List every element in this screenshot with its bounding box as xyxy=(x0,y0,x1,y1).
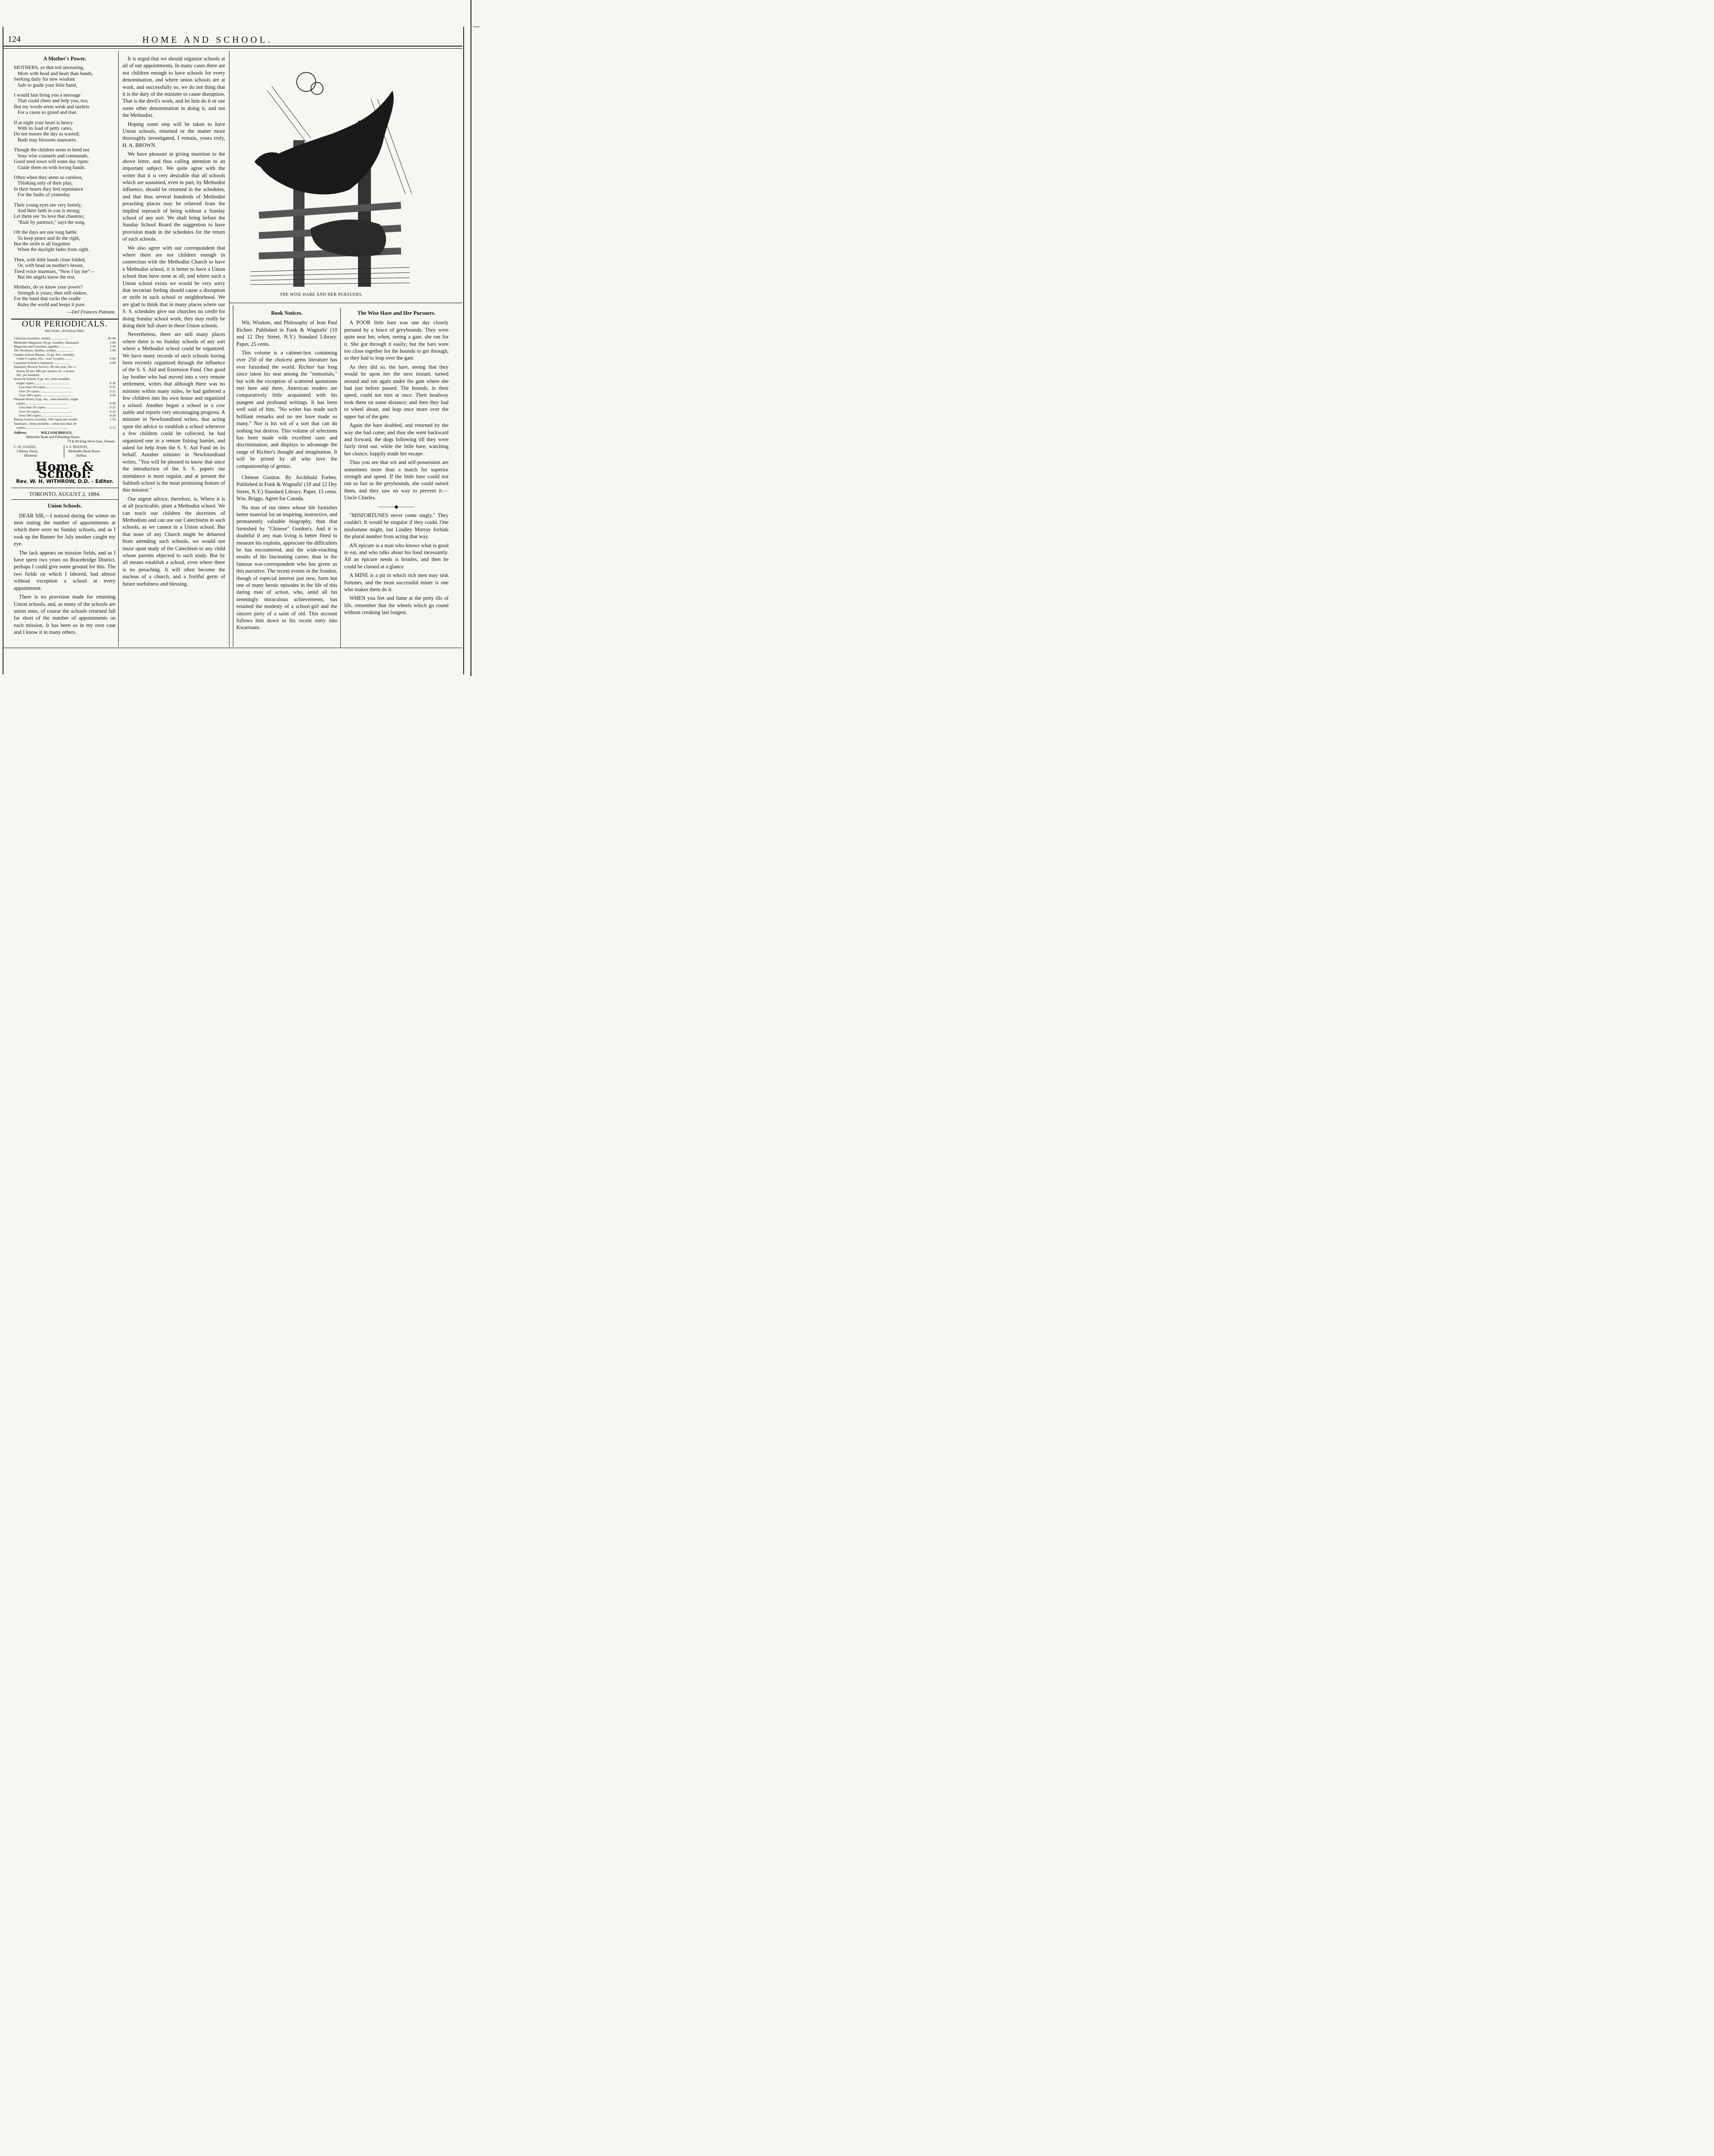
story-paragraph: Again the hare doubled, and returned by the way she had come; and thus she went backward and forward, the dogs following till they were fairly tired out, while the little hare, watching her chance, happily made her escape. xyxy=(344,422,449,457)
periodical-price-row xyxy=(14,369,116,373)
periodical-name: Sunday-School Banner, 32 pp. 8vo., monthly xyxy=(14,352,75,357)
poem-stanza: Though the children seem to heed not Your wise counsels and commands, Good seed sown will some day ripen: Guide them on with loving hands. xyxy=(14,147,90,170)
periodicals-heading: OUR PERIODICALS. xyxy=(22,319,108,329)
article-paragraph: There is no provision made for returning Union schools, and, as many of the schools are union ones, of course the schools returned fall far short of the number of appointments on each mission. It has been so in my own case and I know it in many others. xyxy=(14,594,116,636)
periodical-name: copies.................................................. xyxy=(14,401,67,405)
periodical-price: 0 30 xyxy=(110,381,116,385)
periodical-price: 0 15 xyxy=(110,426,116,430)
poem-stanza: Oft the days are one long battle To keep peace and do the right, But the strife is all forgotten When the daylight fades from sight. xyxy=(14,229,90,253)
periodical-name: Under 6 copies, 65c.; over 6 copies.......... xyxy=(14,357,72,361)
header-rule-thin xyxy=(3,48,462,49)
periodical-price xyxy=(105,353,116,357)
periodical-price-row xyxy=(14,426,116,429)
periodical-price: 3 50 xyxy=(110,345,116,349)
periodical-name: Over 20 copies....................................... xyxy=(14,409,72,414)
periodical-price: 2 00 xyxy=(110,340,116,345)
periodical-name: Berean Leaves, monthly, 100 copies per month. xyxy=(14,417,78,422)
hare-and-hounds-illustration xyxy=(242,65,418,291)
page-number: 124 xyxy=(8,34,21,44)
address-line-1: Methodist Book and Publishing House, xyxy=(26,435,81,439)
filler-paragraph: A MINE is a pit in which rich men may sink fortunes, and the most successful miner is one who makes them do it. xyxy=(344,572,449,593)
article-paragraph: Nevertheless, there are still many places where there is no Sunday schools of any sort where a Methodist school could be organized. We have many records of such schools having been recently organized through the influence of the S. S. Aid and Extension Fund. One good lay brother who had moved into a very remote settlement, writes that although there was no minister within many miles, he had gathered a few children into his own house and organized a school. Another began a school in a cow stable and reports very encouraging progress. A minister in Newfoundland writes, that acting upon the advice to establish a school wherever a few children could be collected, he had organized one in a remote fishing hamlet, and asked for help from the S. S. Aid Fund on its behalf. Another minister in Newfoundland writes, "You will be pleased to know that since the introduction of the S. S. papers our attendance is most regular, and at present the Sabbath school is the most promising feature of this mission." xyxy=(122,331,225,493)
periodical-name: Less than 20 copies ............................. xyxy=(14,385,71,389)
poem-author: —Del Frances Putnam. xyxy=(67,309,116,315)
article-paragraph: DEAR SIR,—I noticed during the winter an item stating the number of appointments at which there were no Sunday schools, and as I took up the Banner for July another caught my eye. xyxy=(14,512,116,547)
periodical-price: 0 22 xyxy=(110,409,116,414)
periodical-price: 0 08 xyxy=(110,360,116,365)
periodical-price: 0 20 xyxy=(110,393,116,397)
periodical-price xyxy=(105,422,116,426)
periodical-name: Over 500 copies..................................... xyxy=(14,393,72,397)
adjacent-page-edge xyxy=(470,0,480,676)
periodical-price-row xyxy=(14,410,116,414)
poem-stanza: I would fain bring you a message That could cheer and help you, too; But my words seem weak and useless For a cause so grand and true. xyxy=(14,92,90,116)
agents xyxy=(14,445,116,458)
column-3 xyxy=(236,310,337,633)
periodical-name: Pleasant Hours, 8 pp. 4to., semi-monthly, single xyxy=(14,397,78,401)
periodical-name: Over 20 copies....................................... xyxy=(14,389,72,393)
poem-stanza: Then, with little hands close folded, Or, with head on mother's breast, Tired voice murmurs, "Now I lay me"— But the angels know the rest. xyxy=(14,257,95,280)
periodical-name: 50c. per hundred. xyxy=(14,373,40,377)
periodical-price-row xyxy=(14,389,116,393)
book-notices-heading: Book Notices. xyxy=(271,310,303,316)
column-1 xyxy=(14,55,116,638)
periodical-name: Quarterly Review Service. By the year, 24c. a xyxy=(14,365,76,369)
periodical-name: Christian Guardian, weekly .................... xyxy=(14,336,69,341)
address-line-2: 78 & 80 King Street East, Toronto. xyxy=(67,439,116,443)
column-4 xyxy=(344,310,449,618)
periodical-price-row xyxy=(14,357,116,360)
periodical-price-row xyxy=(14,373,116,377)
periodical-price-row xyxy=(14,417,116,421)
periodical-name: Less than 20 copies ............................ xyxy=(14,405,70,410)
ornament-divider: ―――◆――― xyxy=(378,503,414,510)
periodical-price xyxy=(105,373,116,377)
periodical-name: Canadian Scholar's Quarterly..................... xyxy=(14,360,71,365)
periodical-price-row xyxy=(14,361,116,365)
header-rule xyxy=(3,46,462,47)
column-2 xyxy=(122,55,225,589)
filler-paragraph: WHEN you fret and fume at the petty ills of life, remember that the wheels which go round without creaking last longest. xyxy=(344,595,449,616)
address-label: Address: xyxy=(14,430,27,435)
agent-halifax: S. F. HUESTIS, Methodist Book Room Halifax. xyxy=(66,445,100,458)
periodical-price-row xyxy=(14,385,116,389)
periodical-price: $2 00 xyxy=(108,336,116,341)
article-paragraph: We have pleasure in giving insertion to the above letter, and thus calling attention to an important subject. We quite agree with the writer that it is very desirable that all schools which are sustained, even in part, by Methodist influence, should be returned in the schedules, and that thus several hundreds of Methodist preaching places may be relieved from the implied reproach of being without a Sunday school of any sort. We shall bring before the Sunday School Board the suggestion to have provision made in the schedules for the return of such schools. xyxy=(122,151,225,242)
periodical-price: 0 30 xyxy=(110,401,116,405)
periodical-price-row xyxy=(14,422,116,426)
story-paragraph: Thus you see that wit and self-possession are sometimes more than a match for superior strength and speed. If the little hare could not run so fast as the greyhounds, she could outwit them, and they saw no way to prevent it.—Uncle Charles. xyxy=(344,459,449,501)
periodical-price: 5 50 xyxy=(110,417,116,422)
article-paragraph: Our urgent advice, therefore, is, Where it is at all practicable, plant a Methodist school. We can teach our children the doctrines of Methodism and can use our Catechisms in such schools, as we cannot in a Union school. But that none of any Church might be debarred from attending such schools, we would not insist upon study of the Catechism to any child whose parents objected to such study. But by all means establish a school, even where there is no preaching. It will often become the nucleus of a church, and a fruitful germ of future usefulness and blessing. xyxy=(122,495,225,587)
editor-line: Rev. W. H. WITHROW, D.D. - Editor. xyxy=(16,478,113,485)
article-paragraph: The lack appears on mission fields, and as I have spent two years on Bracebridge District, perhaps I could give some ground for this. The two fields on which I labored, had almost without exception a school at every appointment. xyxy=(14,549,116,591)
column-divider-1 xyxy=(118,51,119,647)
periodical-name: Magazine and Guardian, together .............. xyxy=(14,345,72,349)
periodical-price-row xyxy=(14,353,116,357)
periodical-name: dozen; $2 per 100; per quarter, 6c. a dozen; xyxy=(14,369,75,373)
periodicals-address xyxy=(14,431,116,444)
periodical-price-row xyxy=(14,348,116,352)
poem-title: A Mother's Power. xyxy=(43,56,86,62)
periodical-price xyxy=(105,365,116,369)
book-notice-paragraph: Chinese Gordon. By Archibald Forbes. Published in Funk & Wagnalls' (10 and 12 Dey Street, N.Y.) Standard Library. Paper, 15 cents. Wm. Briggs, Agent for Canada. xyxy=(236,474,337,502)
periodical-price-row xyxy=(14,381,116,385)
book-notice-paragraph: No man of our times whose life furnishes better material for an inspiring, instructive, and permanently valuable biography, than that furnished by "Chinese" Gordon's. And it is doubtful if any man living is better fitted to measure his exploits, appreciate the difficulties he has encountered, and the wide-reaching results of his fascinating career, than in the famous war-correspondent who has given us this narrative. The recent events in the Soudon, though of especial interest just now, form but one of many heroic episodes in the life of this daring man of action, who, amid all his seemingly miraculous achievements, has retained the modesty of a school-girl and the sincere piety of a saint of old. This account follows him down to his recent entry into Kwartoum. xyxy=(236,504,337,631)
periodicals-tagline: PER YEAR—POSTAGE FREE. xyxy=(45,329,85,333)
agent-montreal: C. W. COATES, 3 Bleury Street, Montreal. xyxy=(14,445,64,458)
periodical-price: 0 25 xyxy=(110,385,116,389)
periodical-price-row xyxy=(14,336,116,340)
periodical-name: Methodist Magazine, 96 pp. monthly, illustrated xyxy=(14,340,79,345)
poem-stanza: MOTHERS, ye that toil unceasing, More with head and heart than hands, Seeking daily for new wisdom Safe to guide your little band, xyxy=(14,65,93,88)
periodical-price-row xyxy=(14,377,116,381)
periodical-price xyxy=(105,377,116,381)
filler-paragraph: AN epicure is a man who knows what is good to eat, and who talks about his food incessantly. All an epicure needs is bristles, and then he could be classed at a glance. xyxy=(344,542,449,570)
periodical-name: Over 500 copies..................................... xyxy=(14,413,72,417)
periodical-price: 0 22 xyxy=(110,389,116,393)
paper-title: Home & School: xyxy=(35,459,94,481)
poem-stanza: Mothers, do ye know your power? Strength is yours; then still endure, For the hand that rocks the cradle Rules the world and keeps it pure. xyxy=(14,284,88,307)
column-divider-4 xyxy=(340,308,341,648)
poem-stanza: If at night your heart is heavy With its load of petty cares, Do not mourn the day as wasted; Buds may blossom unawares. xyxy=(14,119,80,143)
periodical-name: single copies.......................................... xyxy=(14,381,69,385)
union-schools-heading: Union Schools. xyxy=(47,503,82,509)
periodical-price xyxy=(105,369,116,373)
article-paragraph: Hoping some step will be taken to have Union schools, returned or the matter more thoroughly investigated, I remain, yours truly, H. A. BROWN. xyxy=(122,121,225,148)
illustration-caption: THE WISE HARE AND HER PURSUERS. xyxy=(279,292,363,297)
poem-stanza: Their young eyes see very keenly, And their faith in you is strong; Let them see 'tis love that chastens; "Rule by patience," says the song. xyxy=(14,202,86,225)
periodical-price: 0 25 xyxy=(110,405,116,410)
masthead: HOME AND SCHOOL. xyxy=(142,34,273,45)
periodical-price-row xyxy=(14,393,116,397)
periodical-price: 0 60 xyxy=(110,357,116,361)
periodical-price-row xyxy=(14,345,116,348)
story-paragraph: As they did so, the hare, seeing that they would be upon her the next instant, turned around and ran again under the gate where she had just before passed. The hounds, in their speed, could not turn at once. Their headway took them on some distance; and then they had to wheel about, and leap once more over the upper bar of the gate. xyxy=(344,364,449,420)
periodical-price: 0 20 xyxy=(110,413,116,417)
periodical-price: 2 00 xyxy=(110,348,116,353)
periodicals-price-list xyxy=(14,336,116,429)
book-notice-paragraph: Wit, Wisdom, and Philosophy of Jean Paul Richter. Published in Funk & Wagnalls' (10 and 12 Dey Street, N.Y.) Standard Library. Paper, 25 cents. xyxy=(236,320,337,347)
periodical-price-row xyxy=(14,341,116,345)
address-name: WILLIAM BRIGGS, xyxy=(41,430,72,435)
poem-stanza: Often when they seem so careless, Thinking only of their play, In their hearts they feel repentance For the faults of yesterday. xyxy=(14,174,83,198)
issue-date: TORONTO, AUGUST 2, 1884. xyxy=(29,490,100,497)
periodical-price xyxy=(105,397,116,401)
periodical-price-row xyxy=(14,401,116,405)
book-notice-paragraph: This volume is a cabinet-box containing over 250 of the choicest gems literature has ever furnished the world. Richter has long since taken his seat among the "immortals," but with the exception of scattered quotations met here and there, American readers are comparatively little acquainted with his pungent and profound writings. It has been well said of him, "No writer has made such brilliant remarks and no ten have made so many." Nor is his wit of a sort that can do nothing but destroy. This volume of selections has been made with excellent taste and discrimination, and displays to advantage the range of Richter's thought and imagination. It will be prized by all who love the companionship of genius. xyxy=(236,350,337,469)
article-paragraph: It is urged that we should organize schools at all of our appointments. In many cases there are not children enough to have schools for every denomination, and where union schools are at work, and successfully so, we do not thing that it is the duty of the minister to cause disruption. That is the devil's work, and let him do it or use some other denomination in doing it, and not the Methodist. xyxy=(122,56,225,119)
story-paragraph: A POOR little hare was one day closely pursued by a brace of greyhounds. They were quite near her, when, seeing a gate, she ran for it. She got through it easily; but the bars were too close together for the hounds to get through, so they had to leap over the gate. xyxy=(344,320,449,361)
wise-hare-heading: The Wise Hare and Her Pursuers. xyxy=(357,310,436,316)
periodical-name: Home & School, 8 pp. 4to, semi-monthly, xyxy=(14,377,70,381)
periodical-name: The Wesleyan, Halifax, weekly..................... xyxy=(14,348,74,353)
periodical-name: copies.................................................. xyxy=(14,426,67,430)
article-paragraph: We also agree with our correspondent that where there are not children enough in connection with the Methodist Church to have a Methodist school, it is better to have a Union school than have none at all; and where such a Union school exists we would be very sorry that sectarian feeling should cause a disruption or strife in such school or neighborhood. We are glad to think that in many places where our S. S. schedules give our churches no credit for doing Sunday school work, they may really be doing their full share in these Union schools. xyxy=(122,244,225,329)
periodical-price-row xyxy=(14,414,116,417)
periodical-price-row xyxy=(14,405,116,409)
filler-paragraph: "MISFORTUNES never come singly." They couldn't. It would be singular if they could. One misfortune might, but Lindley Murray forbids the plural number from acting that way. xyxy=(344,512,449,540)
periodical-name: Sunbeam—Semi-monthly—when less than 20 xyxy=(14,421,76,426)
periodical-price-row xyxy=(14,365,116,369)
periodical-price-row xyxy=(14,397,116,401)
